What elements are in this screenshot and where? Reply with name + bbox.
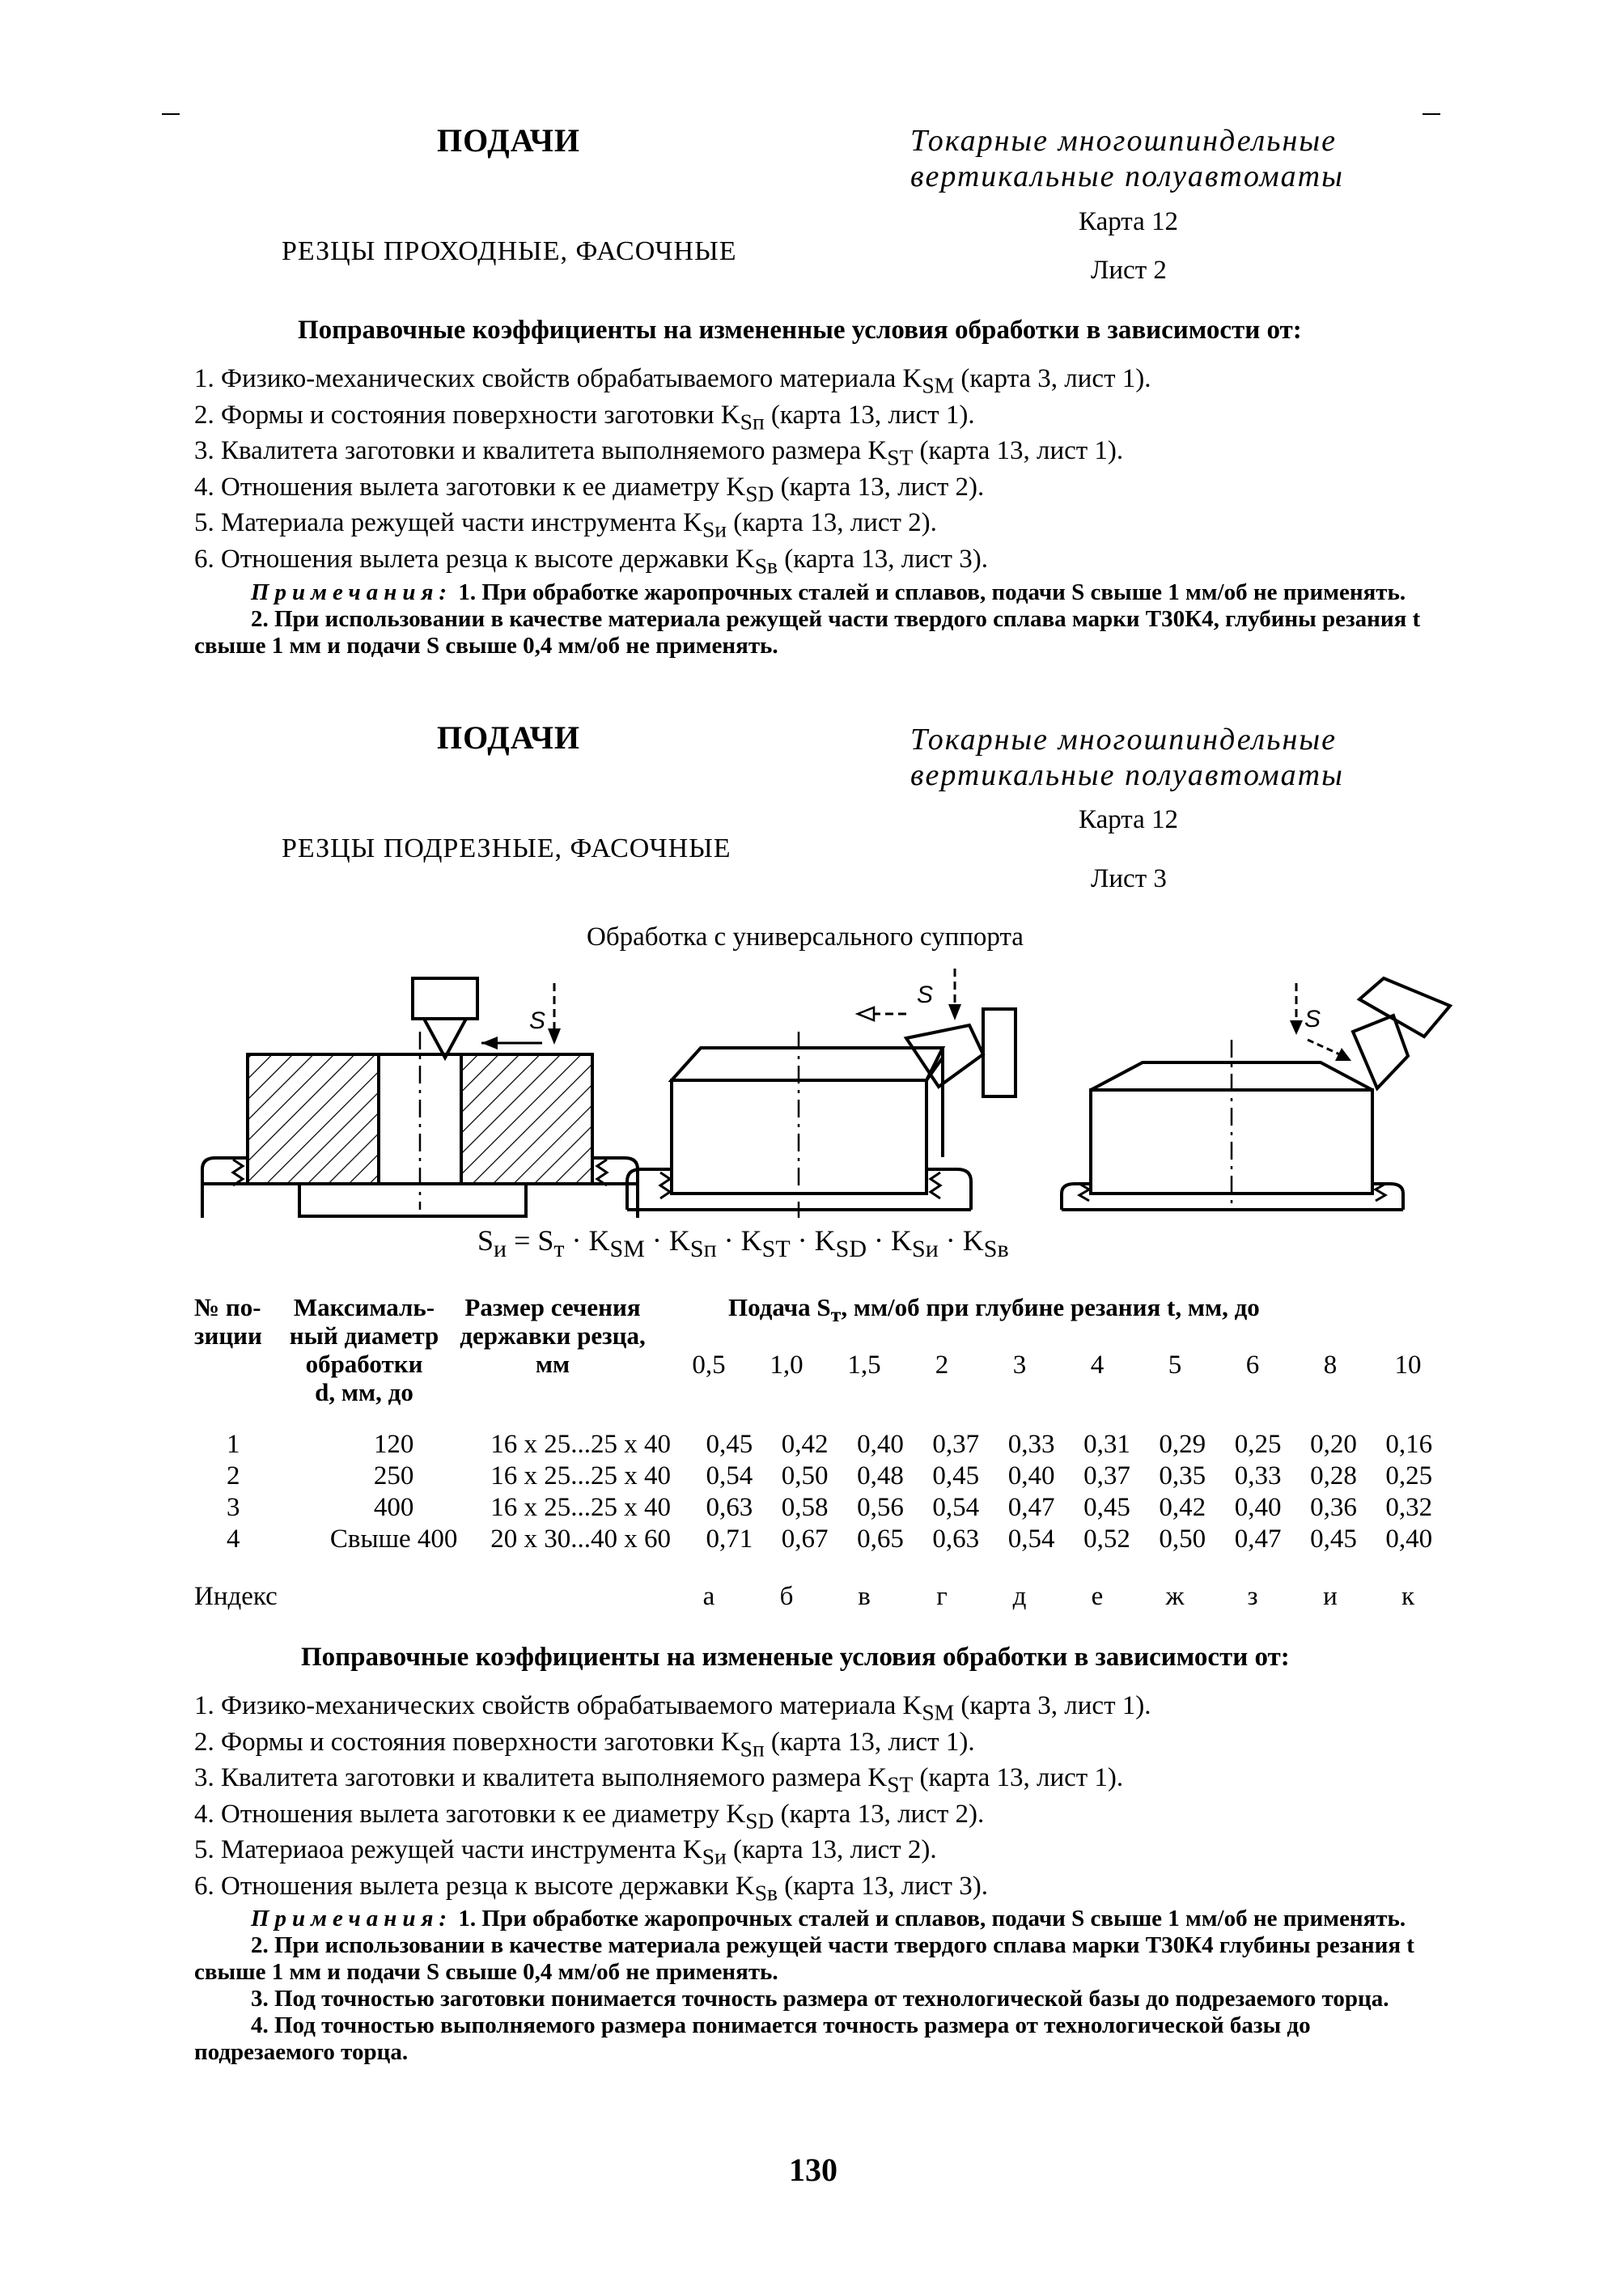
page-corner-dash-left [162, 113, 180, 115]
cutting-tool [906, 1025, 983, 1087]
list-item: 6. Отношения вылета резца к высоте державки $K_{Sв}$ (карта 13, лист 3). [194, 1871, 988, 1906]
note: Примечания: 1. При обработке жаропрочных сталей и сплавов, подачи S свыше 1 мм/об не применять. [251, 1906, 1406, 1931]
section2-heading: ПОДАЧИ [437, 719, 581, 756]
section1-card: Карта 12 [1079, 207, 1179, 236]
table-row: 2 250 16 х 25...25 х 40 0,54 0,50 0,48 0,45 0,40 0,37 0,35 0,33 0,28 0,25 [227, 1461, 1433, 1490]
list-item: 6. Отношения вылета резца к высоте державки $K_{Sв}$ (карта 13, лист 3). [194, 544, 988, 579]
diagram-facing-outer [627, 969, 1016, 1218]
table-row: 1 120 16 х 25...25 х 40 0,45 0,42 0,40 0,37 0,33 0,31 0,29 0,25 0,20 0,16 [227, 1430, 1433, 1459]
figure-caption: Обработка с универсального суппорта [587, 922, 1024, 952]
feed-table [194, 1429, 1447, 1555]
tool-holder [983, 1009, 1016, 1096]
diagram-chamfer [1062, 978, 1450, 1210]
section1-heading: ПОДАЧИ [437, 122, 581, 159]
section1-subheading: РЕЗЦЫ ПРОХОДНЫЕ, ФАСОЧНЫЕ [282, 236, 737, 266]
section2-subheading: РЕЗЦЫ ПОДРЕЗНЫЕ, ФАСОЧНЫЕ [282, 833, 731, 863]
depth-cell: 4 [1090, 1351, 1105, 1380]
section1-coef-heading: Поправочные коэффициенты на измененные условия обработки в зависимости от: [298, 316, 1302, 345]
section1-notes [194, 579, 1444, 659]
list-item: 5. Материаоа режущей части инструмента $K_{Sи}$ (карта 13, лист 2). [194, 1835, 937, 1869]
depth-header-row [670, 1350, 1447, 1381]
list-item: 1. Физико-механических свойств обрабатываемого материала $K_{SM}$ (карта 3, лист 1). [194, 1691, 1151, 1725]
list-item: 4. Отношения вылета заготовки к ее диаметру $K_{SD}$ (карта 13, лист 2). [194, 472, 985, 507]
section2-title-line1: Токарные многошпиндельные [910, 723, 1337, 757]
note: 3. Под точностью заготовки понимается точность размера от технологической базы до подрезаемого торца. [251, 1986, 1389, 2012]
list-item: 5. Материала режущей части инструмента $K_{Sи}$ (карта 13, лист 2). [194, 508, 937, 542]
section2-title-line2: вертикальные полуавтоматы [910, 758, 1344, 792]
tool-tip [424, 1019, 466, 1058]
cutting-diagrams [194, 967, 1457, 1226]
section2-card: Карта 12 [1079, 805, 1179, 834]
chuck-pad [299, 1184, 526, 1216]
col-diameter-header: Максималь- ный диаметр обработки d, мм, до [289, 1293, 439, 1406]
feed-label: S [1304, 1006, 1321, 1033]
feed-formula: $S_и = S_т \cdot K_{SM} \cdot K_{Sп} \cdot K_{ST} \cdot K_{SD} \cdot K_{Sи} \cdot K_{Sв}$ [477, 1224, 1009, 1263]
page-number: 130 [789, 2152, 837, 2188]
section2-sheet: Лист 3 [1091, 864, 1167, 893]
notes-label: Примечания: [251, 1906, 453, 1931]
notes-label: Примечания: [251, 579, 453, 605]
depth-cell: 5 [1168, 1351, 1182, 1380]
section2-title [910, 722, 1363, 793]
depth-cell: 3 [1012, 1351, 1027, 1380]
feed-label: S [529, 1007, 546, 1034]
feed-arrowhead-vertical [548, 1028, 561, 1045]
section2-notes [194, 1906, 1444, 2066]
section1-title-line2: вертикальные полуавтоматы [910, 159, 1344, 193]
note: Примечания: 1. При обработке жаропрочных сталей и сплавов, подачи S свыше 1 мм/об не применять. [251, 579, 1406, 605]
depth-cell: 8 [1323, 1351, 1338, 1380]
feed-arrowhead-vertical [1290, 1020, 1303, 1035]
note: 2. При использовании в качестве материала режущей части твердого сплава марки Т30К4, глубины резания t свыше 1 мм и подачи S свыше 0,4 мм/об не применять. [194, 606, 1421, 659]
workpiece-left-section [248, 1054, 379, 1184]
jaw-teeth-left [1079, 1184, 1089, 1201]
workpiece-top [672, 1048, 943, 1080]
feed-label: S [917, 982, 934, 1008]
chamfer-tool [1353, 1016, 1408, 1088]
feed-arrowhead-vertical [948, 1004, 961, 1020]
feed-header: Подача $S_т$, мм/об при глубине резания t, мм, до [728, 1293, 1260, 1327]
diagram-facing-bore [202, 978, 638, 1218]
section1-sheet: Лист 2 [1091, 256, 1167, 285]
jaw-teeth-left [233, 1160, 243, 1185]
section2-coef-list [194, 1691, 1151, 1908]
depth-cell: 10 [1394, 1351, 1422, 1380]
table-row: 3 400 16 х 25...25 х 40 0,63 0,58 0,56 0,54 0,47 0,45 0,42 0,40 0,36 0,32 [227, 1493, 1433, 1522]
index-label: Индекс [194, 1582, 278, 1611]
depth-cell: 2 [935, 1351, 949, 1380]
table-row: 4 Свыше 400 20 х 30...40 х 60 0,71 0,67 0,65 0,63 0,54 0,52 0,50 0,47 0,45 0,40 [227, 1524, 1433, 1554]
list-item: 2. Формы и состояния поверхности заготовки $K_{Sп}$ (карта 13, лист 1). [194, 400, 975, 435]
jaw-teeth-right [1376, 1184, 1385, 1201]
depth-cell: 1,5 [847, 1351, 881, 1380]
note: 4. Под точностью выполняемого размера понимается точность размера от технологической базы до подрезаемого торца. [194, 2012, 1311, 2065]
note: 2. При использовании в качестве материала режущей части твердого сплава марки Т30К4 глубины резания t свыше 1 мм и подачи S свыше 0,4 мм/об не применять. [194, 1932, 1414, 1985]
section1-title-line1: Токарные многошпиндельные [910, 124, 1337, 158]
section2-coef-heading: Поправочные коэффициенты на измененые условия обработки в зависимости от: [301, 1643, 1290, 1672]
tool-holder [413, 978, 477, 1019]
list-item: 3. Квалитета заготовки и квалитета выполняемого размера $K_{ST}$ (карта 13, лист 1). [194, 436, 1124, 470]
workpiece-right-section [461, 1054, 592, 1184]
jaw-teeth-right [931, 1172, 940, 1198]
list-item: 2. Формы и состояния поверхности заготовки $K_{Sп}$ (карта 13, лист 1). [194, 1727, 975, 1762]
col-section-header: Размер сечения державки резца, мм [460, 1293, 646, 1378]
jaw-teeth-left [660, 1172, 670, 1198]
index-row: Индекс а б в г д е ж з и к [194, 1582, 1415, 1611]
section1-title [910, 123, 1363, 194]
feed-arrowhead [481, 1037, 498, 1049]
list-item: 3. Квалитета заготовки и квалитета выполняемого размера $K_{ST}$ (карта 13, лист 1). [194, 1763, 1124, 1797]
depth-cell: 0,5 [692, 1351, 726, 1380]
jaw-teeth-right [597, 1160, 607, 1185]
col-position-header: № по- зиции [194, 1293, 262, 1350]
page-corner-dash-right [1423, 113, 1440, 115]
depth-cell: 1,0 [770, 1351, 804, 1380]
section1-coef-list [194, 364, 1151, 581]
feed-arrowhead [858, 1007, 874, 1020]
list-item: 4. Отношения вылета заготовки к ее диаметру $K_{SD}$ (карта 13, лист 2). [194, 1799, 985, 1834]
tool-holder [1359, 978, 1450, 1037]
depth-cell: 6 [1245, 1351, 1260, 1380]
feed-arrow-diagonal [1308, 1040, 1343, 1056]
list-item: 1. Физико-механических свойств обрабатываемого материала $K_{SM}$ (карта 3, лист 1). [194, 364, 1151, 398]
